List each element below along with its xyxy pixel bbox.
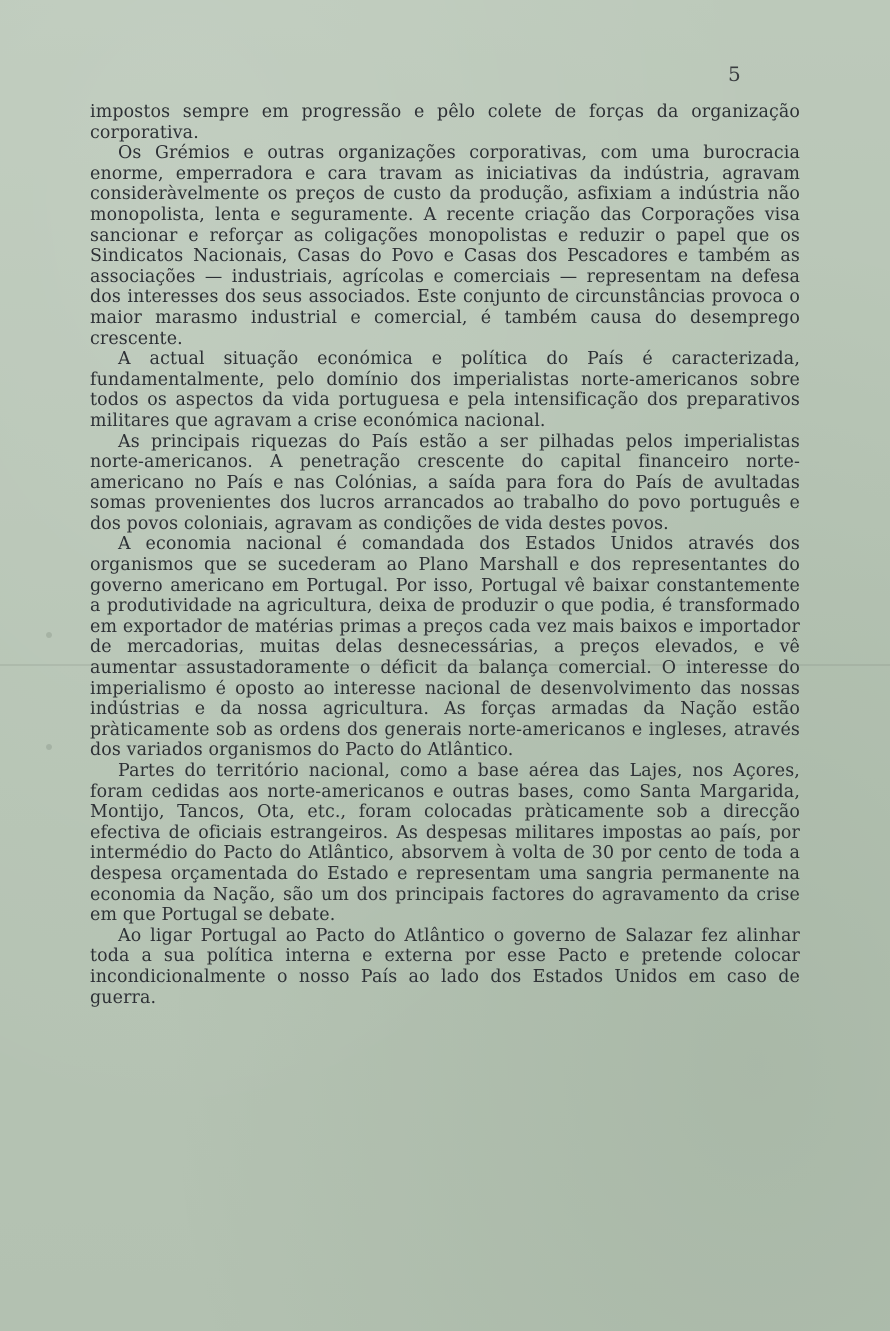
body-text (90, 102, 800, 1008)
paragraph: Partes do território nacional, como a base aérea das Lajes, nos Açores, foram cedidas aos norte-americanos e outras bases, como Santa Margarida, Montijo, Tancos, Ota, etc., foram colocadas pràticamente sob a direcção efectiva de oficiais estrangeiros. As despesas militares impostas ao país, por intermédio do Pacto do Atlântico, absorvem à volta de 30 por cento de toda a despesa orçamentada do Estado e representam uma sangria permanente na economia da Nação, são um dos principais factores do agravamento da crise em que Portugal se debate. (90, 761, 800, 926)
punch-hole (46, 744, 52, 750)
page-number: 5 (728, 62, 741, 86)
punch-hole (46, 632, 52, 638)
paragraph: A economia nacional é comandada dos Estados Unidos através dos organismos que se sucederam ao Plano Marshall e dos representantes do governo americano em Portugal. Por isso, Portugal vê baixar constantemente a produtividade na agricultura, deixa de produzir o que podia, é transformado em exportador de matérias primas a preços cada vez mais baixos e importador de mercadorias, muitas delas desnecessárias, a preços elevados, e vê aumentar assustadoramente o déficit da balança comercial. O interesse do imperialismo é oposto ao interesse nacional de desenvolvimento das nossas indústrias e da nossa agricultura. As forças armadas da Nação estão pràticamente sob as ordens dos generais norte-americanos e ingleses, através dos variados organismos do Pacto do Atlântico. (90, 534, 800, 761)
paragraph: A actual situação económica e política do País é caracterizada, fundamentalmente, pelo domínio dos imperialistas norte-americanos sobre todos os aspectos da vida portuguesa e pela intensificação dos preparativos militares que agravam a crise económica nacional. (90, 349, 800, 431)
paragraph: impostos sempre em progressão e pêlo colete de forças da organização corporativa. (90, 102, 800, 143)
paragraph: Ao ligar Portugal ao Pacto do Atlântico o governo de Salazar fez alinhar toda a sua política interna e externa por esse Pacto e pretende colocar incondicionalmente o nosso País ao lado dos Estados Unidos em caso de guerra. (90, 925, 800, 1008)
paragraph: As principais riquezas do País estão a ser pilhadas pelos imperialistas norte-americanos. A penetração crescente do capital financeiro norte-americano no País e nas Colónias, a saída para fora do País de avultadas somas provenientes dos lucros arrancados ao trabalho do povo português e dos povos coloniais, agravam as condições de vida destes povos. (90, 431, 800, 534)
paragraph: Os Grémios e outras organizações corporativas, com uma burocracia enorme, emperradora e cara travam as iniciativas da indústria, agravam consideràvelmente os preços de custo da produção, asfixiam a indústria não monopolista, lenta e seguramente. A recente criação das Corporações visa sancionar e reforçar as coligações monopolistas e reduzir o papel que os Sindicatos Nacionais, Casas do Povo e Casas dos Pescadores e também as associações — industriais, agrícolas e comerciais — representam na defesa dos interesses dos seus associados. Este conjunto de circunstâncias provoca o maior marasmo industrial e comercial, é também causa do desemprego crescente. (90, 143, 800, 349)
